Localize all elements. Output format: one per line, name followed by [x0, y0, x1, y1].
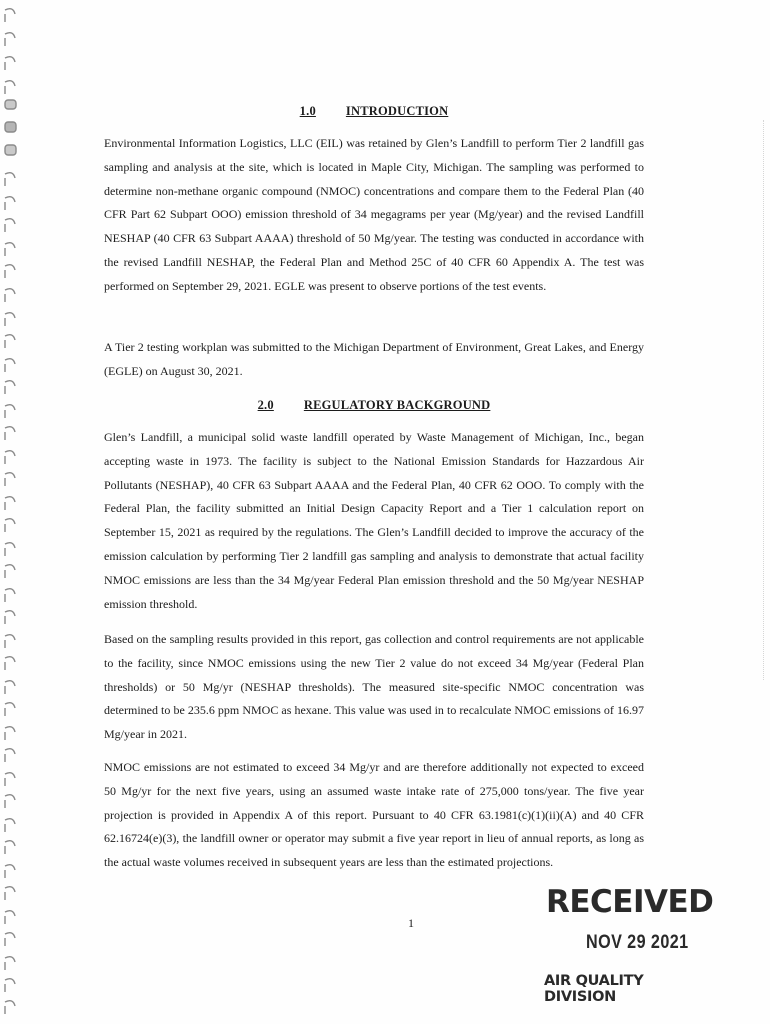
intro-paragraph-1: Environmental Information Logistics, LLC (EIL) was retained by Glen’s Landfill to perform Tier 2 landfill gas sampling and analysis at the site, which is located in Maple City, Michigan. The sampling was performed to determine non-methane organic compound (NMOC) concentrations and compare them to the Federal Plan (40 CFR Part 62 Subpart OOO) emission threshold of 34 megagrams per year (Mg/year) and the revised Landfill NESHAP (40 CFR 63 Subpart AAAA) threshold of 50 Mg/year. The testing was conducted in accordance with the revised Landfill NESHAP, the Federal Plan and Method 25C of 40 CFR 60 Appendix A. The test was performed on September 29, 2021. EGLE was present to observe portions of the test events.: [104, 136, 644, 293]
background-paragraph-3: NMOC emissions are not estimated to exceed 34 Mg/yr and are therefore additionally not expected to exceed 50 Mg/yr for the next five years, using an assumed waste intake rate of 275,000 tons/year. The five year projection is provided in Appendix A of this report. Pursuant to 40 CFR 63.1981(c)(1)(ii)(A) and 40 CFR 62.16724(e)(3), the landfill owner or operator may submit a five year report in lieu of annual reports, as long as the actual waste volumes received in subsequent years are less than the estimated projections.: [104, 760, 644, 870]
section-title: REGULATORY BACKGROUND: [303, 398, 491, 412]
section-heading-introduction: [104, 104, 644, 119]
section-heading-regulatory-background: [104, 398, 644, 413]
section-title: INTRODUCTION: [345, 104, 449, 118]
background-paragraph-1: Glen’s Landfill, a municipal solid waste landfill operated by Waste Management of Michigan, Inc., began accepting waste in 1973. The facility is subject to the National Emission Standards for Hazzardous Air Pollutants (NESHAP), 40 CFR 63 Subpart AAAA and the Federal Plan, 40 CFR 62 OOO. To comply with the Federal Plan, the facility submitted an Initial Design Capacity Report and a Tier 1 calculation report on September 15, 2021 as required by the regulations. The Glen’s Landfill decided to improve the accuracy of the emission calculation by performing Tier 2 landfill gas sampling and analysis to demonstrate that actual facility NMOC emissions are less than the 34 Mg/year Federal Plan emission threshold and the 50 Mg/year NESHAP emission threshold.: [104, 430, 644, 611]
stamp-date: NOV 29 2021: [586, 932, 689, 953]
page-number: 1: [408, 916, 414, 930]
section-number: 1.0: [299, 104, 316, 118]
background-paragraph-2: Based on the sampling results provided in this report, gas collection and control requirements are not applicable to the facility, since NMOC emissions using the new Tier 2 value do not exceed 34 Mg/year (Federal Plan thresholds) or 50 Mg/yr (NESHAP thresholds). The measured site-specific NMOC concentration was determined to be 235.6 ppm NMOC as hexane. This value was used in to recalculate NMOC emissions of 16.97 Mg/year in 2021.: [104, 632, 644, 742]
section-number: 2.0: [257, 398, 274, 412]
binder-holes: [2, 4, 18, 1020]
intro-paragraph-2: A Tier 2 testing workplan was submitted to the Michigan Department of Environment, Great Lakes, and Energy (EGLE) on August 30, 2021.: [104, 340, 644, 378]
scan-edge-artifact: [761, 120, 764, 680]
stamp-received-text: RECEIVED: [546, 884, 714, 920]
stamp-division: AIR QUALITY DIVISION: [544, 973, 644, 1005]
